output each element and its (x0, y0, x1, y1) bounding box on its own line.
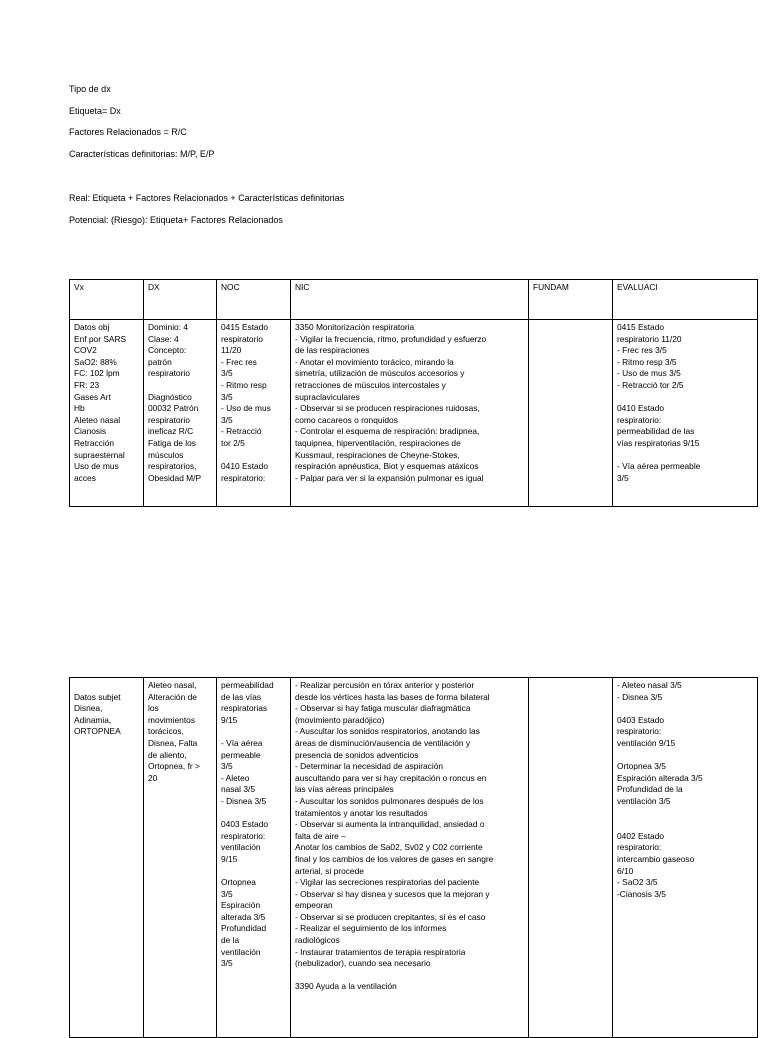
header-fundam: FUNDAM (529, 280, 613, 320)
cell-evaluacion: - Aleteo nasal 3/5 - Disnea 3/5 0403 Estado respiratorio: ventilación 9/15 Ortopnea 3/5 Espiración alterada 3/5 Profundidad de la ventilación 3/5 0402 Estado respiratorio: intercambio gaseoso 6/10 - SaO2 3/5 -Cianosis 3/5 (613, 678, 758, 1038)
cell-noc: 0415 Estado respiratorio 11/20 - Frec res 3/5 - Ritmo resp 3/5 - Uso de mus 3/5 - Retracció tor 2/5 0410 Estado respiratorio: (217, 320, 291, 507)
cell-fundam (529, 320, 613, 507)
cell-dx: Dominio: 4 Clase: 4 Concepto: patrón respiratorio Diagnóstico 00032 Patrón respiratorio ineficaz R/C Fatiga de los músculos respiratorios, Obesidad M/P (144, 320, 217, 507)
cell-fundam (529, 678, 613, 1038)
cell-dx: Aleteo nasal, Alteración de los movimientos torácicos, Disnea, Falta de aliento, Ortopnea, fr > 20 (144, 678, 217, 1038)
cell-noc: permeabilidad de las vías respiratorias 9/15 - Vía aérea permeable 3/5 - Aleteo nasal 3/5 - Disnea 3/5 0403 Estado respiratorio: ventilación 9/15 Ortopnea 3/5 Espiración alterada 3/5 Profundidad de la ventilación 3/5 (217, 678, 291, 1038)
header-noc: NOC (217, 280, 291, 320)
care-plan-table-2 (69, 677, 758, 1038)
intro-line-etiqueta: Etiqueta= Dx (69, 106, 121, 116)
cell-evaluacion: 0415 Estado respiratorio 11/20 - Frec res 3/5 - Ritmo resp 3/5 - Uso de mus 3/5 - Retracció tor 2/5 0410 Estado respiratorio: permeabilidad de las vías respiratorias 9/15 - Vía aérea permeable 3/5 (613, 320, 758, 507)
table-header-row (70, 280, 758, 320)
intro-line-factores: Factores Relacionados = R/C (69, 127, 187, 137)
header-dx: DX (144, 280, 217, 320)
table-row (70, 678, 758, 1038)
table-row (70, 320, 758, 507)
header-evaluaci: EVALUACI (613, 280, 758, 320)
intro-line-potencial: Potencial: (Riesgo): Etiqueta+ Factores Relacionados (69, 215, 283, 225)
intro-line-caracteristicas: Características definitorias: M/P, E/P (69, 149, 215, 159)
cell-nic: - Realizar percusión en tórax anterior y posterior desde los vértices hasta las bases de forma bilateral - Observar si hay fatiga muscular diafragmática (movimiento paradójico) - Auscultar los sonidos respiratorios, anotando las áreas de disminución/ausencia de ventilación y presencia de sonidos adventicios - Determinar la necesidad de aspiración auscultando para ver si hay crepitación o roncus en las vías aéreas principales - Auscultar los sonidos pulmonares después de los tratamientos y anotar los resultados - Observar si aumenta la intranquilidad, ansiedad o falta de aire – Anotar los cambios de Sa02, Sv02 y C02 corriente final y los cambios de los valores de gases en sangre arterial, si procede - Vigilar las secreciones respiratorias del paciente - Observar si hay disnea y sucesos que la mejoran y empeoran - Observar si se producen crepitantes, si es el caso - Realizar el seguimiento de los informes radiológicos - Instaurar tratamientos de terapia respiratoria (nebulizador), cuando sea necesario 3390 Ayuda a la ventilación (291, 678, 529, 1038)
cell-vx: Datos obj Enf por SARS COV2 SaO2: 88% FC: 102 lpm FR: 23 Gases Art Hb Aleteo nasal Cianosis Retracción supraesternal Uso de mus acces (70, 320, 144, 507)
header-vx: Vx (70, 280, 144, 320)
cell-vx: Datos subjet Disnea, Adinamia, ORTOPNEA (70, 678, 144, 1038)
care-plan-table-1 (69, 279, 758, 507)
intro-line-tipo: Tipo de dx (69, 84, 111, 94)
header-nic: NIC (291, 280, 529, 320)
intro-line-real: Real: Etiqueta + Factores Relacionados + Características definitorias (69, 193, 345, 203)
cell-nic: 3350 Monitorización respiratoria - Vigilar la frecuencia, ritmo, profundidad y esfuerzo de las respiraciones - Anotar el movimiento torácico, mirando la simetría, utilización de músculos accesorios y retracciones de músculos intercostales y supraclaviculares - Observar si se producen respiraciones ruidosas, como cacareos o ronquidos - Controlar el esquema de respiración: bradipnea, taquipnea, hiperventilación, respiraciones de Kussmaul, respiraciones de Cheyne-Stokes, respiración apnéustica, Biot y esquemas atáxicos - Palpar para ver si la expansión pulmonar es igual (291, 320, 529, 507)
